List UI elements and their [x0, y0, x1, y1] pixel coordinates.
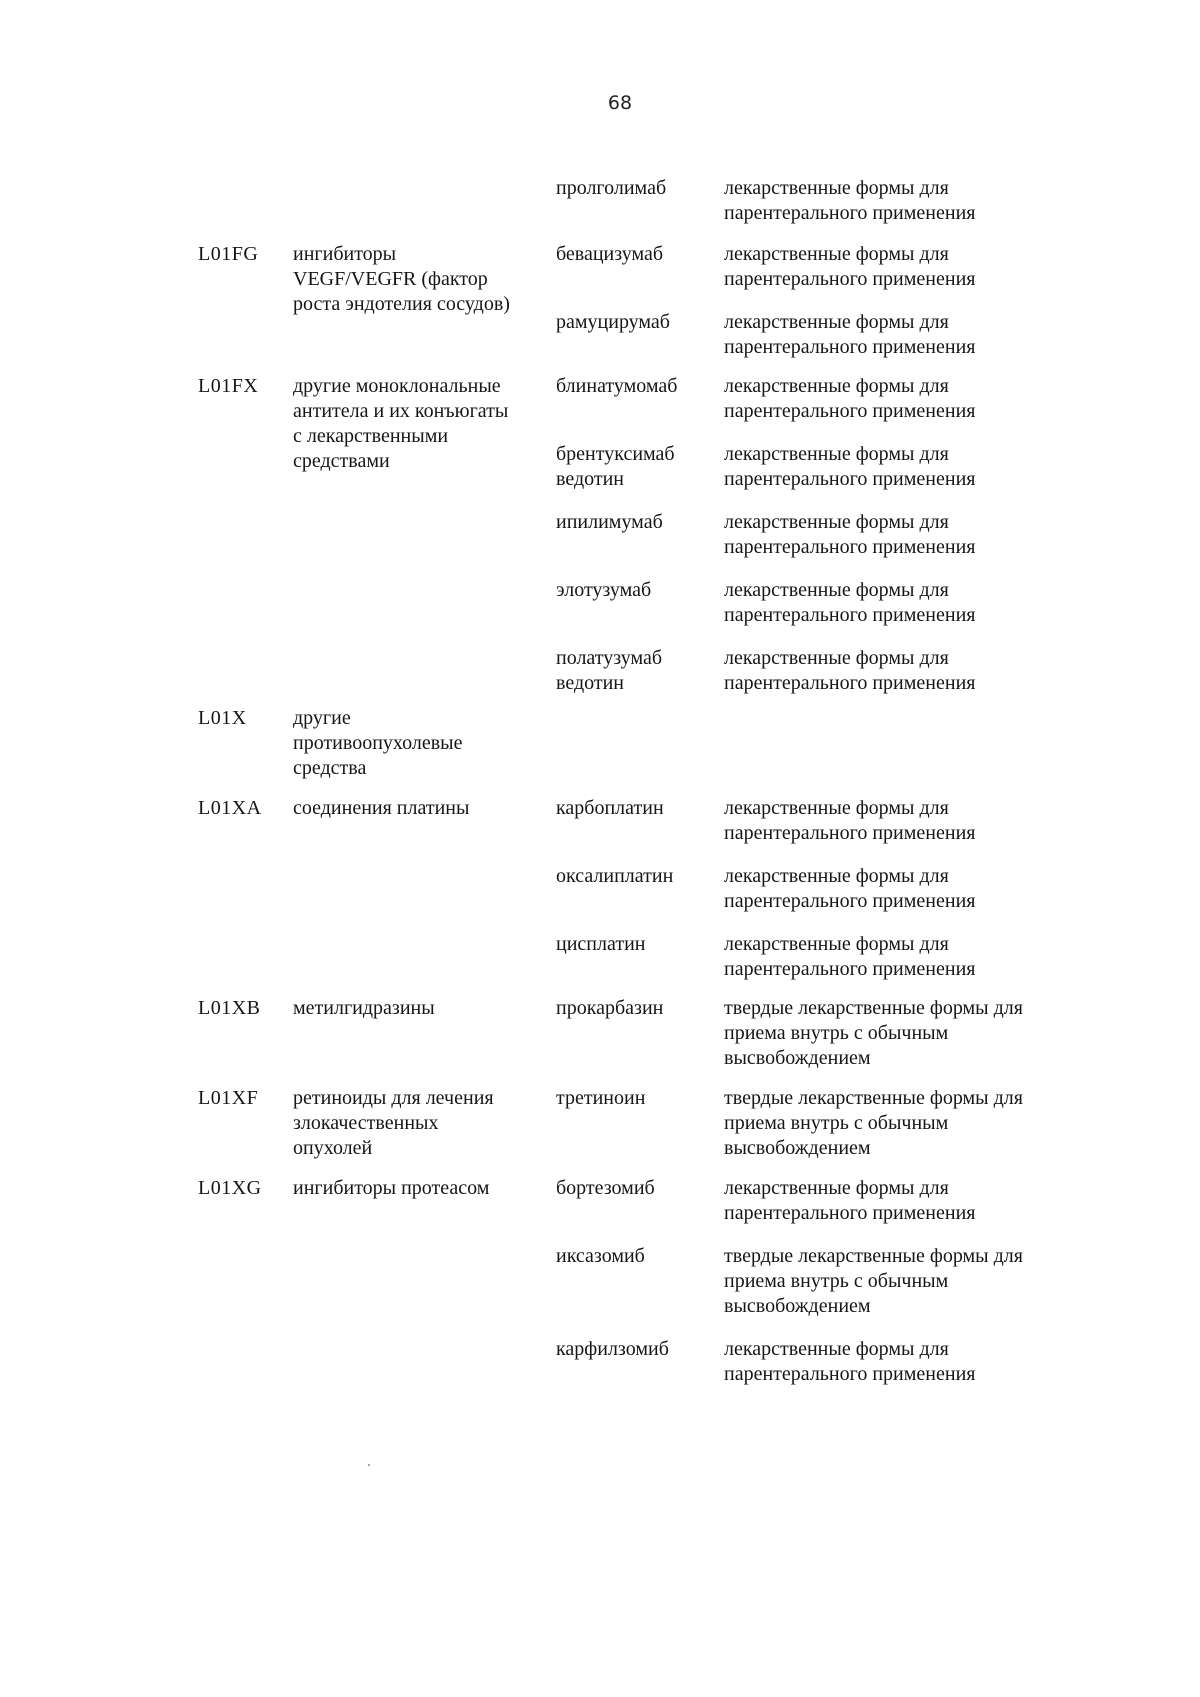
- atc-group-name: ингибиторы VEGF/VEGFR (фактор роста эндотелия сосудов): [293, 243, 510, 315]
- dosage-form: лекарственные формы для парентерального применения: [724, 647, 976, 694]
- atc-group-name: ингибиторы протеасом: [293, 1177, 490, 1199]
- dosage-form: лекарственные формы для парентерального применения: [724, 375, 976, 422]
- dosage-form: твердые лекарственные формы для приема внутрь с обычным высвобождением: [724, 997, 1023, 1069]
- atc-code: L01XF: [198, 1087, 259, 1109]
- dosage-form: лекарственные формы для парентерального применения: [724, 579, 976, 626]
- drug-name: цисплатин: [556, 933, 646, 955]
- atc-group-name: соединения платины: [293, 797, 470, 819]
- drug-name: пролголимаб: [556, 177, 667, 199]
- scan-speck: [368, 1464, 370, 1466]
- dosage-form: лекарственные формы для парентерального применения: [724, 933, 976, 980]
- dosage-form: лекарственные формы для парентерального применения: [724, 1338, 976, 1385]
- drug-name: ипилимумаб: [556, 511, 663, 533]
- atc-code: L01X: [198, 707, 247, 729]
- atc-code: L01FX: [198, 375, 259, 397]
- atc-group-name: ретиноиды для лечения злокачественных опухолей: [293, 1087, 494, 1159]
- drug-name: брентуксимаб ведотин: [556, 443, 675, 490]
- drug-name: оксалиплатин: [556, 865, 674, 887]
- drug-name: третиноин: [556, 1087, 646, 1109]
- drug-name: прокарбазин: [556, 997, 664, 1019]
- drug-name: бевацизумаб: [556, 243, 664, 265]
- atc-group-name: метилгидразины: [293, 997, 435, 1019]
- page-number: 68: [607, 92, 633, 114]
- drug-name: элотузумаб: [556, 579, 652, 601]
- dosage-form: твердые лекарственные формы для приема внутрь с обычным высвобождением: [724, 1087, 1023, 1159]
- drug-name: карфилзомиб: [556, 1338, 669, 1360]
- drug-name: иксазомиб: [556, 1245, 645, 1267]
- dosage-form: лекарственные формы для парентерального применения: [724, 243, 976, 290]
- drug-name: бортезомиб: [556, 1177, 655, 1199]
- drug-name: блинатумомаб: [556, 375, 678, 397]
- dosage-form: лекарственные формы для парентерального применения: [724, 443, 976, 490]
- dosage-form: лекарственные формы для парентерального применения: [724, 865, 976, 912]
- atc-group-name: другие моноклональные антитела и их конъюгаты с лекарственными средствами: [293, 375, 509, 472]
- atc-code: L01FG: [198, 243, 259, 265]
- dosage-form: лекарственные формы для парентерального применения: [724, 177, 976, 224]
- dosage-form: лекарственные формы для парентерального применения: [724, 311, 976, 358]
- atc-code: L01XA: [198, 797, 262, 819]
- dosage-form: лекарственные формы для парентерального применения: [724, 511, 976, 558]
- dosage-form: лекарственные формы для парентерального применения: [724, 797, 976, 844]
- drug-name: рамуцирумаб: [556, 311, 670, 333]
- atc-code: L01XB: [198, 997, 261, 1019]
- atc-group-name: другие противоопухолевые средства: [293, 707, 463, 779]
- drug-name: карбоплатин: [556, 797, 664, 819]
- dosage-form: лекарственные формы для парентерального применения: [724, 1177, 976, 1224]
- drug-name: полатузумаб ведотин: [556, 647, 663, 694]
- dosage-form: твердые лекарственные формы для приема внутрь с обычным высвобождением: [724, 1245, 1023, 1317]
- atc-code: L01XG: [198, 1177, 262, 1199]
